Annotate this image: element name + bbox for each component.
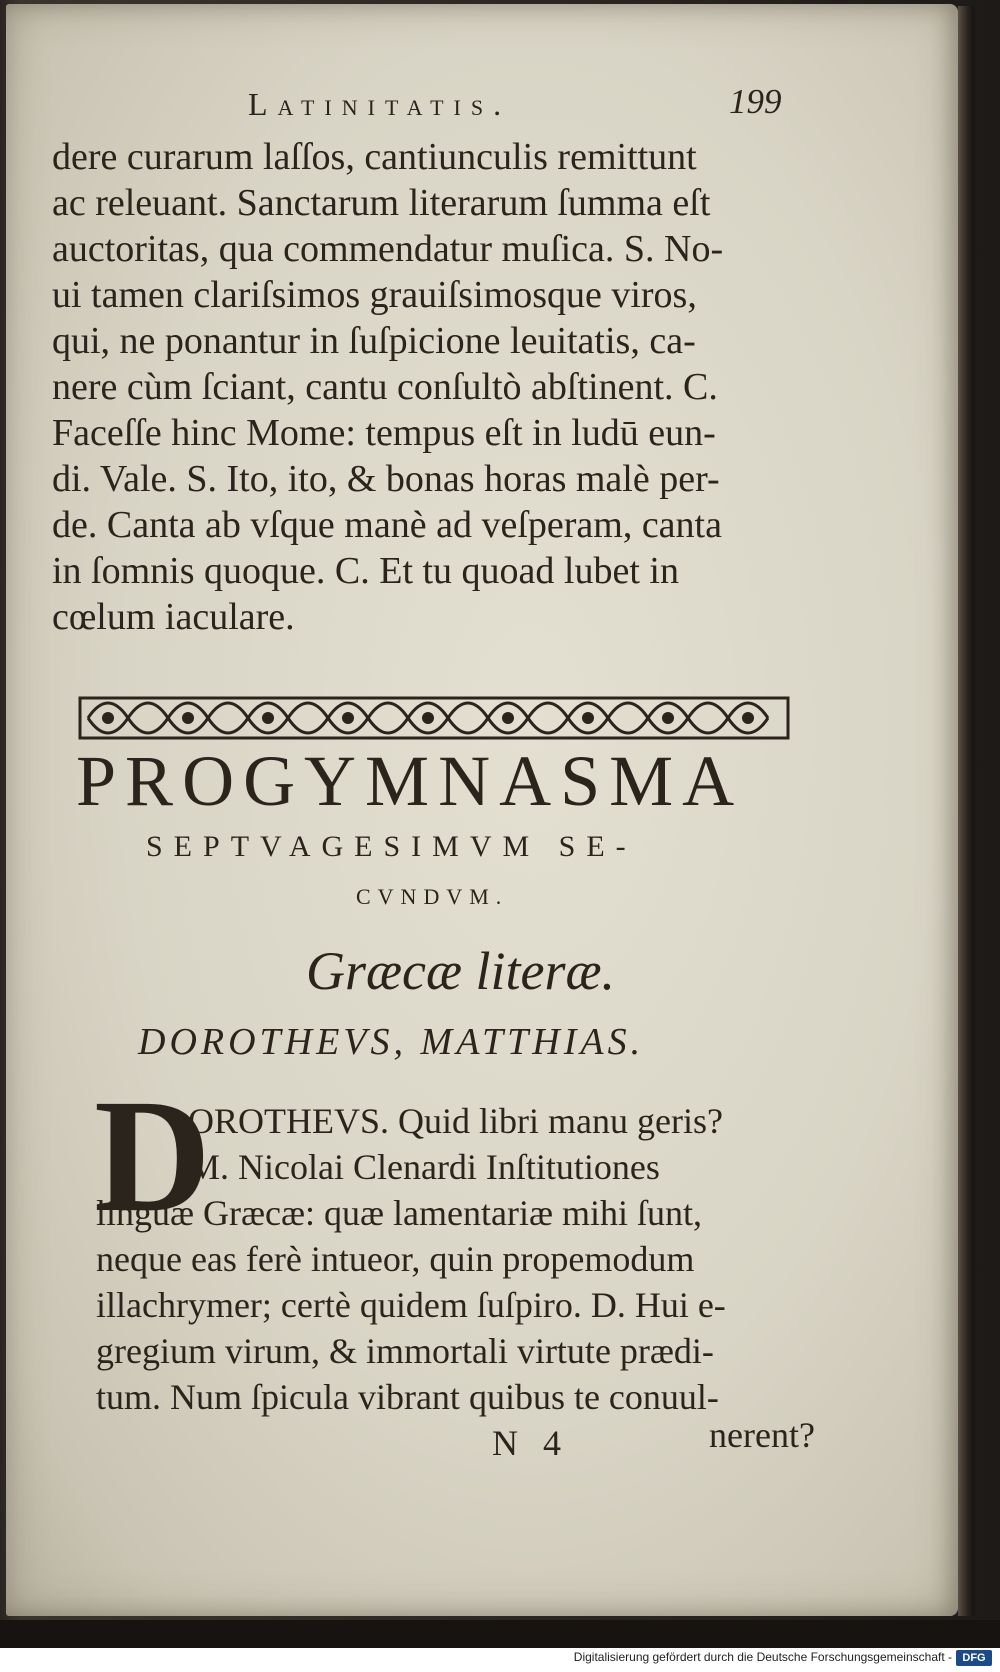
body-line: di. Vale. S. Ito, ito, & bonas horas malè per- [52, 458, 720, 500]
dialogue-line: neque eas ferè intueor, quin propemodum [96, 1239, 695, 1279]
dialogue-line: gregium virum, & immortali virtute prædi- [96, 1331, 714, 1371]
dialogue-line: linguæ Græcæ: quæ lamentariæ mihi ſunt, [96, 1193, 702, 1233]
signature-mark: N 4 [492, 1423, 569, 1463]
body-line: ui tamen clariſsimos grauiſsimosque viros, [52, 274, 697, 316]
subtitle-line-1: SEPTVAGESIMVM SE- [146, 830, 637, 863]
body-line: in ſomnis quoque. C. Et tu quoad lubet in [52, 550, 679, 592]
speakers-line: DOROTHEVS, MATTHIAS. [138, 1021, 645, 1063]
body-line: qui, ne ponantur in ſuſpicione leuitatis, ca- [52, 320, 696, 362]
body-line: cœlum iaculare. [52, 596, 295, 638]
body-line: Faceſſe hinc Mome: tempus eſt in ludū eun- [52, 412, 716, 454]
body-line: de. Canta ab vſque manè ad veſperam, canta [52, 504, 722, 546]
dialogue-line: tum. Num ſpicula vibrant quibus te conuul- [96, 1377, 719, 1417]
dfg-logo-icon[interactable]: DFG [956, 1650, 992, 1666]
progymnasma-title: PROGYMNASMA [76, 741, 744, 821]
subtitle-line-2: CVNDVM. [356, 884, 509, 909]
running-head: Latinitatis. [248, 86, 512, 122]
body-line: ac releuant. Sanctarum literarum ſumma eſt [52, 182, 711, 224]
dialogue-line: OROTHEVS. Quid libri manu geris? [188, 1101, 723, 1141]
body-line: dere curarum laſſos, cantiunculis remittunt [52, 136, 697, 178]
section-title: Græcæ literæ. [306, 941, 616, 1001]
dialogue-line: illachrymer; certè quidem ſuſpiro. D. Hui e- [96, 1285, 726, 1325]
body-line: auctoritas, qua commendatur muſica. S. No- [52, 228, 724, 270]
funding-notice: Digitalisierung gefördert durch die Deutsche Forschungsgemeinschaft - [573, 1650, 952, 1664]
page-edge [958, 6, 974, 1616]
catchword: nerent? [709, 1415, 815, 1455]
dialogue-line: M. Nicolai Clenardi Inſtitutiones [188, 1147, 660, 1187]
drop-cap: D [94, 1067, 211, 1246]
body-line: nere cùm ſciant, cantu conſultò abſtinent. C. [52, 366, 718, 408]
page-number: 199 [729, 82, 782, 121]
